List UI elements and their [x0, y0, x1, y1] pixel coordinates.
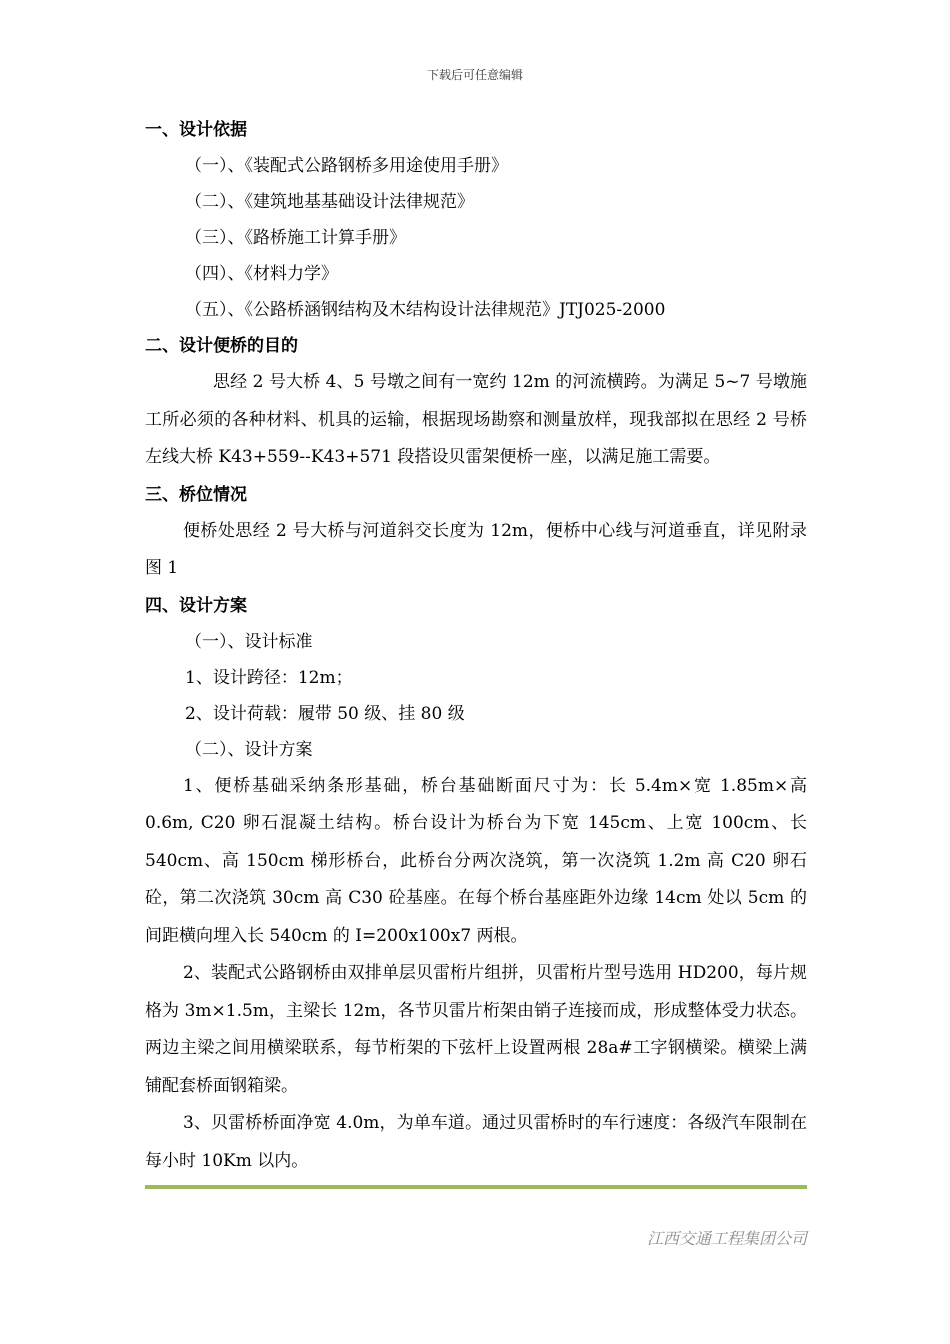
- reference-item: （一）、《装配式公路钢桥多用途使用手册》: [185, 156, 508, 176]
- reference-item: （五）、《公路桥涵钢结构及木结构设计法律规范》JTJ025-2000: [185, 300, 666, 320]
- section-2-title: 二、设计便桥的目的: [145, 336, 298, 356]
- company-footer: 江西交通工程集团公司: [646, 1229, 807, 1248]
- subsection-design-standard: （一）、设计标准: [185, 631, 313, 652]
- section-4-title: 四、设计方案: [145, 595, 247, 616]
- section-2-paragraph: 思经 2 号大桥 4、5 号墩之间有一宽约 12m 的河流横跨。为满足 5~7 号墩施工所必须的各种材料、机具的运输，根据现场勘察和测量放样，现我部拟在思经 2 号桥左线大桥 K43+559--K43+571 段搭设贝雷架便桥一座，以满足施工需要。: [145, 372, 807, 467]
- reference-item: （四）、《材料力学》: [185, 264, 338, 284]
- scheme-paragraph-1: 1、便桥基础采纳条形基础，桥台基础断面尺寸为：长 5.4m×宽 1.85m×高 0.6m, C20 卵石混凝土结构。桥台设计为桥台为下宽 145cm、上宽 100cm、长 540cm、高 150cm 梯形桥台，此桥台分两次浇筑，第一次浇筑 1.2m 高 C20 卵石砼，第二次浇筑 30cm 高 C30 砼基座。在每个桥台基座距外边缘 14cm 处以 5cm 的间距横向埋入长 540cm 的 I=200x100x7 两根。: [145, 775, 807, 946]
- page-header: 下载后可任意编辑: [426, 68, 523, 82]
- reference-item: （三）、《路桥施工计算手册》: [185, 228, 406, 248]
- design-load: 2、设计荷载：履带 50 级、挂 80 级: [185, 703, 465, 724]
- subsection-design-scheme: （二）、设计方案: [185, 739, 313, 760]
- scheme-paragraph-2: 2、装配式公路钢桥由双排单层贝雷桁片组拼，贝雷桁片型号选用 HD200，每片规格为 3m×1.5m，主梁长 12m，各节贝雷片桁架由销子连接而成，形成整体受力状态。两边主梁之间用横梁联系，每节桁架的下弦杆上设置两根 28a#工字钢横梁。横梁上满铺配套桥面钢箱梁。: [145, 963, 807, 1096]
- reference-item: （二）、《建筑地基基础设计法律规范》: [185, 192, 474, 212]
- footer-divider: [145, 1185, 807, 1189]
- section-3-paragraph: 便桥处思经 2 号大桥与河道斜交长度为 12m，便桥中心线与河道垂直，详见附录图 1: [145, 520, 807, 578]
- section-3-title: 三、桥位情况: [145, 484, 247, 505]
- scheme-paragraph-3: 3、贝雷桥桥面净宽 4.0m，为单车道。通过贝雷桥时的车行速度：各级汽车限制在每小时 10Km 以内。: [145, 1113, 807, 1171]
- section-1-title: 一、设计依据: [145, 120, 247, 140]
- document-body: [145, 112, 807, 1180]
- design-span: 1、设计跨径：12m；: [185, 667, 353, 688]
